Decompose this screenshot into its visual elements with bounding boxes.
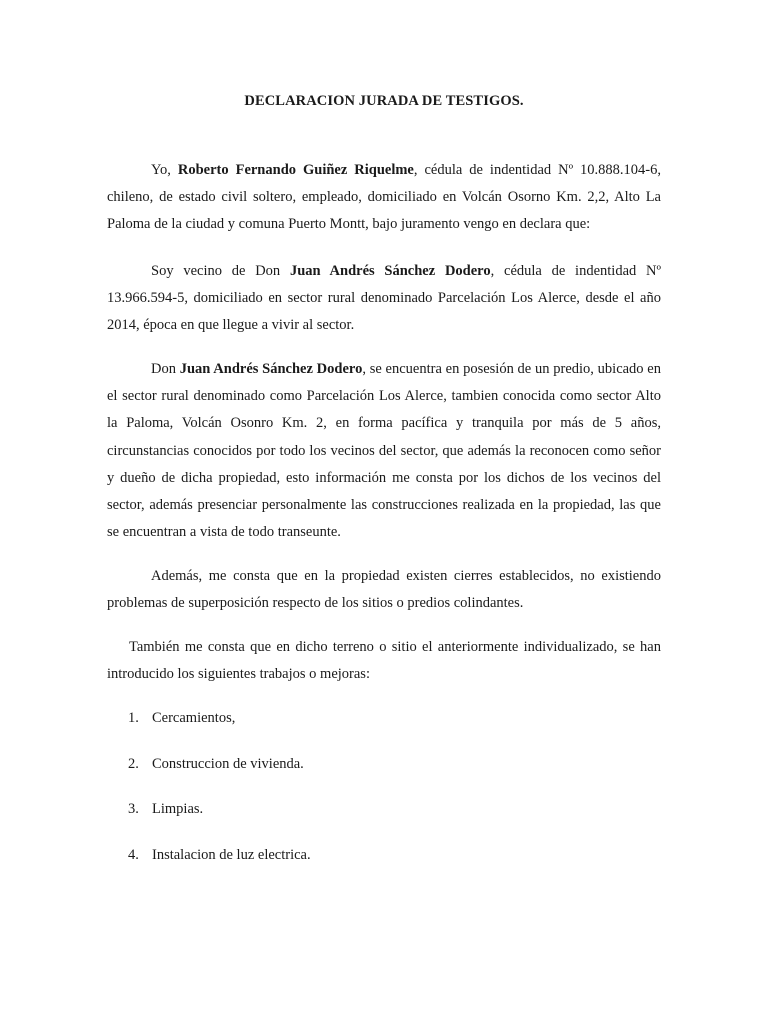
list-item-text: Cercamientos,	[152, 710, 236, 726]
declarant-name: Roberto Fernando Guiñez Riquelme	[177, 162, 414, 178]
p3-intro: Don	[151, 361, 180, 377]
p2-body: , cédula de indentidad Nº 13.966.594-5, domiciliado en sector rural denominado Parcelación Los Alerce, desde el año 2014, época en que llegue a vivir al sector.	[107, 263, 662, 334]
list-item-text: Limpias.	[152, 801, 204, 817]
list-item-number: 4.	[128, 846, 139, 863]
list-item-number: 1.	[128, 710, 139, 726]
paragraph-improvements: También me consta que en dicho terreno o sitio el anteriormente individualizado, se han introducido los siguientes trabajos o mejoras:	[107, 639, 661, 683]
p1-body: , cédula de indentidad Nº 10.888.104-6, chileno, de estado civil soltero, empleado, domiciliado en Volcán Osorno Km. 2,2, Alto La Paloma de la ciudad y comuna Puerto Montt, bajo juramento vengo en declara que:	[107, 162, 661, 233]
p1-intro: Yo,	[151, 162, 178, 178]
paragraph-possession	[107, 356, 661, 546]
possessor-name: Juan Andrés Sánchez Dodero	[179, 361, 363, 377]
p2-intro: Soy vecino de Don	[151, 263, 290, 279]
paragraph-neighbor	[107, 258, 661, 340]
list-item-text: Construccion de vivienda.	[152, 755, 304, 772]
paragraph-fences: Además, me consta que en la propiedad existen cierres establecidos, no existiendo problemas de superposición respecto de los sitios o predios colindantes.	[107, 568, 661, 612]
list-item-number: 2.	[128, 755, 139, 772]
p3-body: , se encuentra en posesión de un predio, ubicado en el sector rural denominado como Parcelación Los Alerce, tambien conocida como sector Alto la Paloma, Volcán Osonro Km. 2, en forma pacífica y tranquila por más de 5 años, circunstancias conocidos por todo los vecinos del sector, que además la reconocen como señor y dueño de dicha propiedad, esto información me consta por los dichos de los vecinos del sector, además presenciar personalmente las construcciones realizada en la propiedad, las que se encuentran a vista de todo transeunte.	[107, 361, 661, 541]
list-item	[128, 705, 311, 751]
list-item	[128, 796, 311, 842]
list-item	[128, 842, 311, 888]
list-item-number: 3.	[128, 801, 139, 817]
paragraph-declarant	[107, 157, 661, 239]
document-title: DECLARACION JURADA DE TESTIGOS.	[244, 93, 524, 109]
list-item	[128, 751, 311, 797]
improvements-list	[128, 705, 311, 887]
list-item-text: Instalacion de luz electrica.	[152, 846, 311, 863]
neighbor-name: Juan Andrés Sánchez Dodero	[289, 263, 491, 279]
